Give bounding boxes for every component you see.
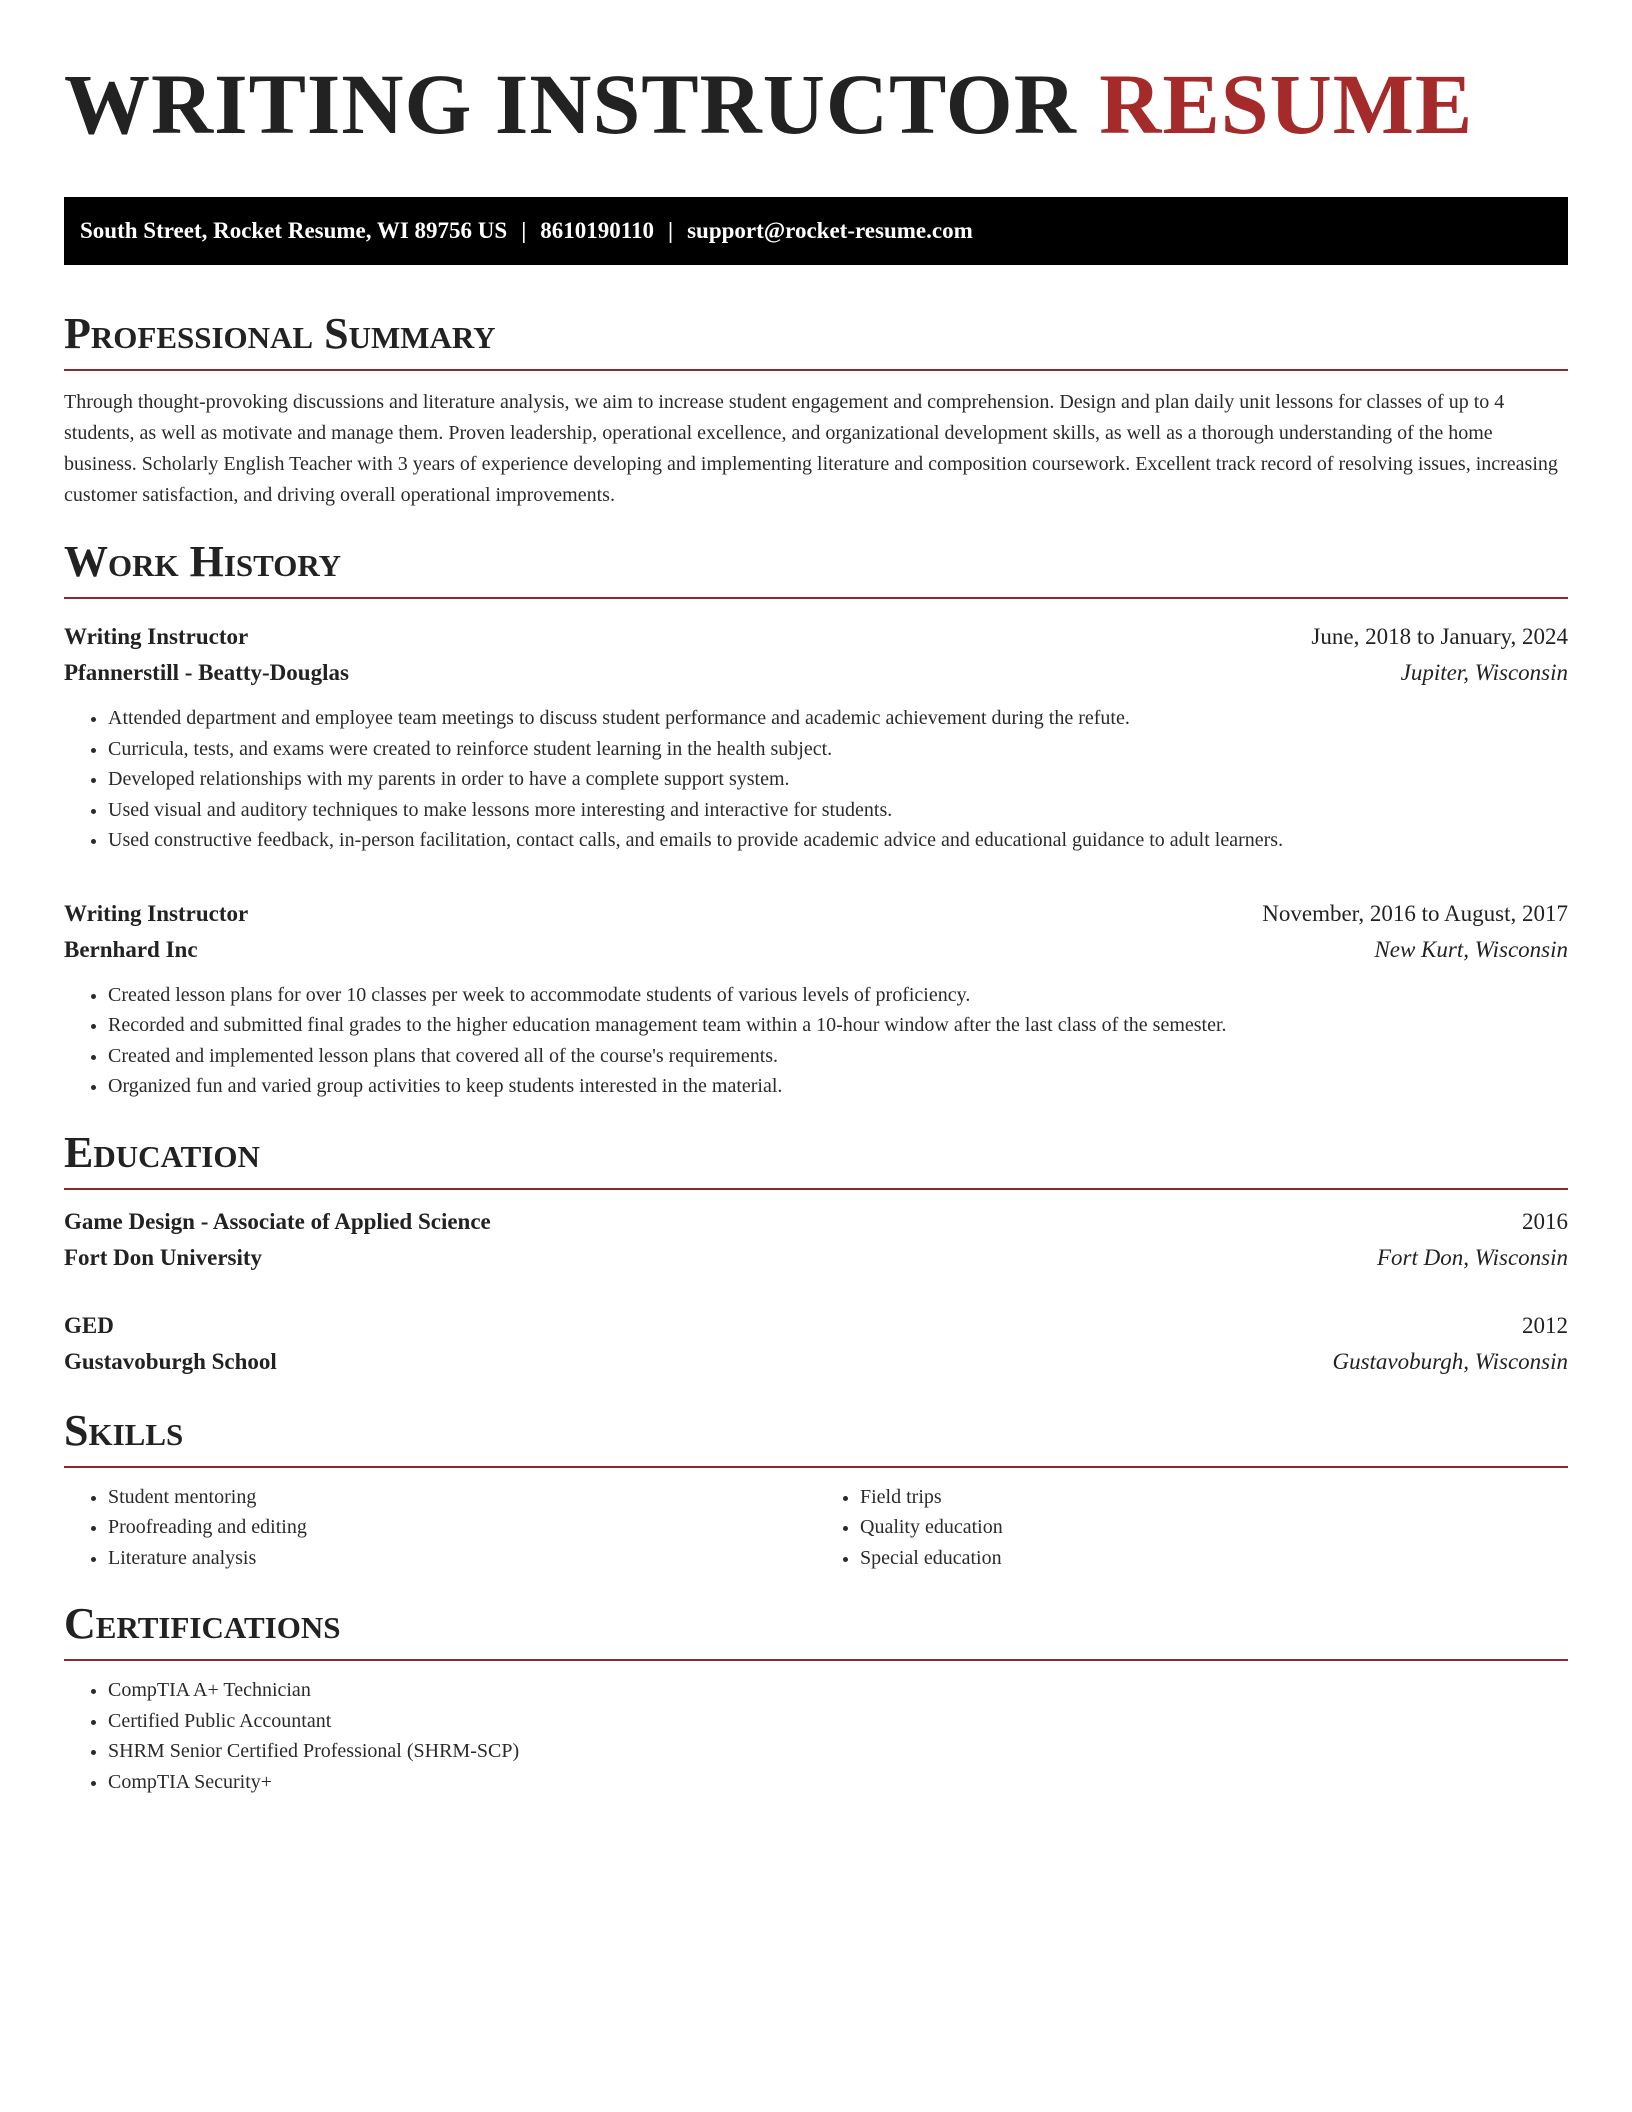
list-item: • Recorded and submitted final grades to the higher education management team within a 10-hour window after the last class of the semester. bbox=[108, 1010, 1568, 1041]
education-year: 2012 bbox=[1522, 1312, 1568, 1338]
work-history-section bbox=[64, 537, 1568, 1102]
job-header-row bbox=[64, 619, 1568, 655]
education-entry bbox=[64, 1204, 1568, 1276]
skill-item: • Proofreading and editing bbox=[108, 1512, 816, 1543]
contact-separator: | bbox=[521, 218, 527, 243]
education-school-row bbox=[64, 1240, 1568, 1276]
skills-grid bbox=[64, 1482, 1568, 1574]
education-school: Gustavoburgh School bbox=[64, 1348, 277, 1374]
education-degree-row bbox=[64, 1308, 1568, 1344]
skill-item: • Literature analysis bbox=[108, 1543, 816, 1574]
list-item: • Created lesson plans for over 10 classes per week to accommodate students of various levels of proficiency. bbox=[108, 980, 1568, 1011]
contact-phone: 8610190110 bbox=[540, 218, 655, 243]
section-heading: Education bbox=[64, 1128, 1568, 1190]
job-dates: November, 2016 to August, 2017 bbox=[1262, 900, 1568, 926]
section-heading: Certifications bbox=[64, 1599, 1568, 1661]
list-item: • Attended department and employee team meetings to discuss student performance and academic achievement during the refute. bbox=[108, 703, 1568, 734]
job-title: Writing Instructor bbox=[64, 624, 249, 649]
job-company: Bernhard Inc bbox=[64, 936, 198, 962]
job-location: Jupiter, Wisconsin bbox=[1400, 660, 1568, 685]
job-company-row bbox=[64, 655, 1568, 691]
job-bullets bbox=[64, 703, 1568, 856]
education-section bbox=[64, 1128, 1568, 1380]
job-title: Writing Instructor bbox=[64, 900, 249, 926]
certification-item: • SHRM Senior Certified Professional (SHRM-SCP) bbox=[108, 1736, 1568, 1767]
education-school-row bbox=[64, 1344, 1568, 1380]
skill-item: • Special education bbox=[860, 1543, 1568, 1574]
summary-text: Through thought-provoking discussions and literature analysis, we aim to increase student engagement and comprehension. Design and plan daily unit lessons for classes of up to 4 students, as well as motivate and manage them. Proven leadership, operational excellence, and organizational development skills, as well as a thorough understanding of the home business. Scholarly English Teacher with 3 years of experience developing and implementing literature and composition coursework. Excellent track record of resolving issues, increasing customer satisfaction, and driving overall operational improvements. bbox=[64, 391, 1558, 506]
job-bullets bbox=[64, 980, 1568, 1102]
job-entry bbox=[64, 619, 1568, 856]
education-degree: GED bbox=[64, 1312, 114, 1338]
contact-address: South Street, Rocket Resume, WI 89756 US bbox=[80, 218, 508, 243]
title-main: WRITING INSTRUCTOR bbox=[64, 56, 1077, 152]
job-dates: June, 2018 to January, 2024 bbox=[1311, 624, 1568, 649]
resume-title bbox=[64, 58, 1568, 150]
education-location: Fort Don, Wisconsin bbox=[1376, 1244, 1568, 1270]
section-heading: Professional Summary bbox=[64, 309, 1568, 371]
skills-column-right bbox=[816, 1482, 1568, 1574]
list-item: • Used constructive feedback, in-person facilitation, contact calls, and emails to provide academic advice and educational guidance to adult learners. bbox=[108, 825, 1568, 856]
summary-section bbox=[64, 309, 1568, 511]
list-item: • Used visual and auditory techniques to make lessons more interesting and interactive for students. bbox=[108, 795, 1568, 826]
skill-item: • Field trips bbox=[860, 1482, 1568, 1513]
education-degree: Game Design - Associate of Applied Science bbox=[64, 1208, 491, 1234]
job-entry bbox=[64, 896, 1568, 1102]
list-item: • Organized fun and varied group activities to keep students interested in the material. bbox=[108, 1071, 1568, 1102]
list-item: • Created and implemented lesson plans that covered all of the course's requirements. bbox=[108, 1041, 1568, 1072]
list-item: • Curricula, tests, and exams were created to reinforce student learning in the health subject. bbox=[108, 734, 1568, 765]
job-location: New Kurt, Wisconsin bbox=[1374, 936, 1568, 962]
section-heading: Skills bbox=[64, 1406, 1568, 1468]
certifications-list bbox=[64, 1675, 1568, 1797]
list-item: • Developed relationships with my parents in order to have a complete support system. bbox=[108, 764, 1568, 795]
education-degree-row bbox=[64, 1204, 1568, 1240]
education-year: 2016 bbox=[1522, 1208, 1568, 1234]
education-entry bbox=[64, 1308, 1568, 1380]
certification-item: • CompTIA A+ Technician bbox=[108, 1675, 1568, 1706]
section-heading: Work History bbox=[64, 537, 1568, 599]
job-header-row bbox=[64, 896, 1568, 932]
certification-item: • Certified Public Accountant bbox=[108, 1706, 1568, 1737]
contact-email: support@rocket-resume.com bbox=[687, 218, 973, 243]
contact-bar bbox=[64, 197, 1568, 265]
contact-separator: | bbox=[668, 218, 674, 243]
skills-column-left bbox=[64, 1482, 816, 1574]
title-accent: RESUME bbox=[1099, 56, 1474, 152]
certifications-section bbox=[64, 1599, 1568, 1797]
skill-item: • Student mentoring bbox=[108, 1482, 816, 1513]
education-school: Fort Don University bbox=[64, 1244, 263, 1270]
skills-section bbox=[64, 1406, 1568, 1574]
job-company: Pfannerstill - Beatty-Douglas bbox=[64, 660, 349, 685]
job-company-row bbox=[64, 932, 1568, 968]
skill-item: • Quality education bbox=[860, 1512, 1568, 1543]
certification-item: • CompTIA Security+ bbox=[108, 1767, 1568, 1798]
education-location: Gustavoburgh, Wisconsin bbox=[1332, 1348, 1568, 1374]
